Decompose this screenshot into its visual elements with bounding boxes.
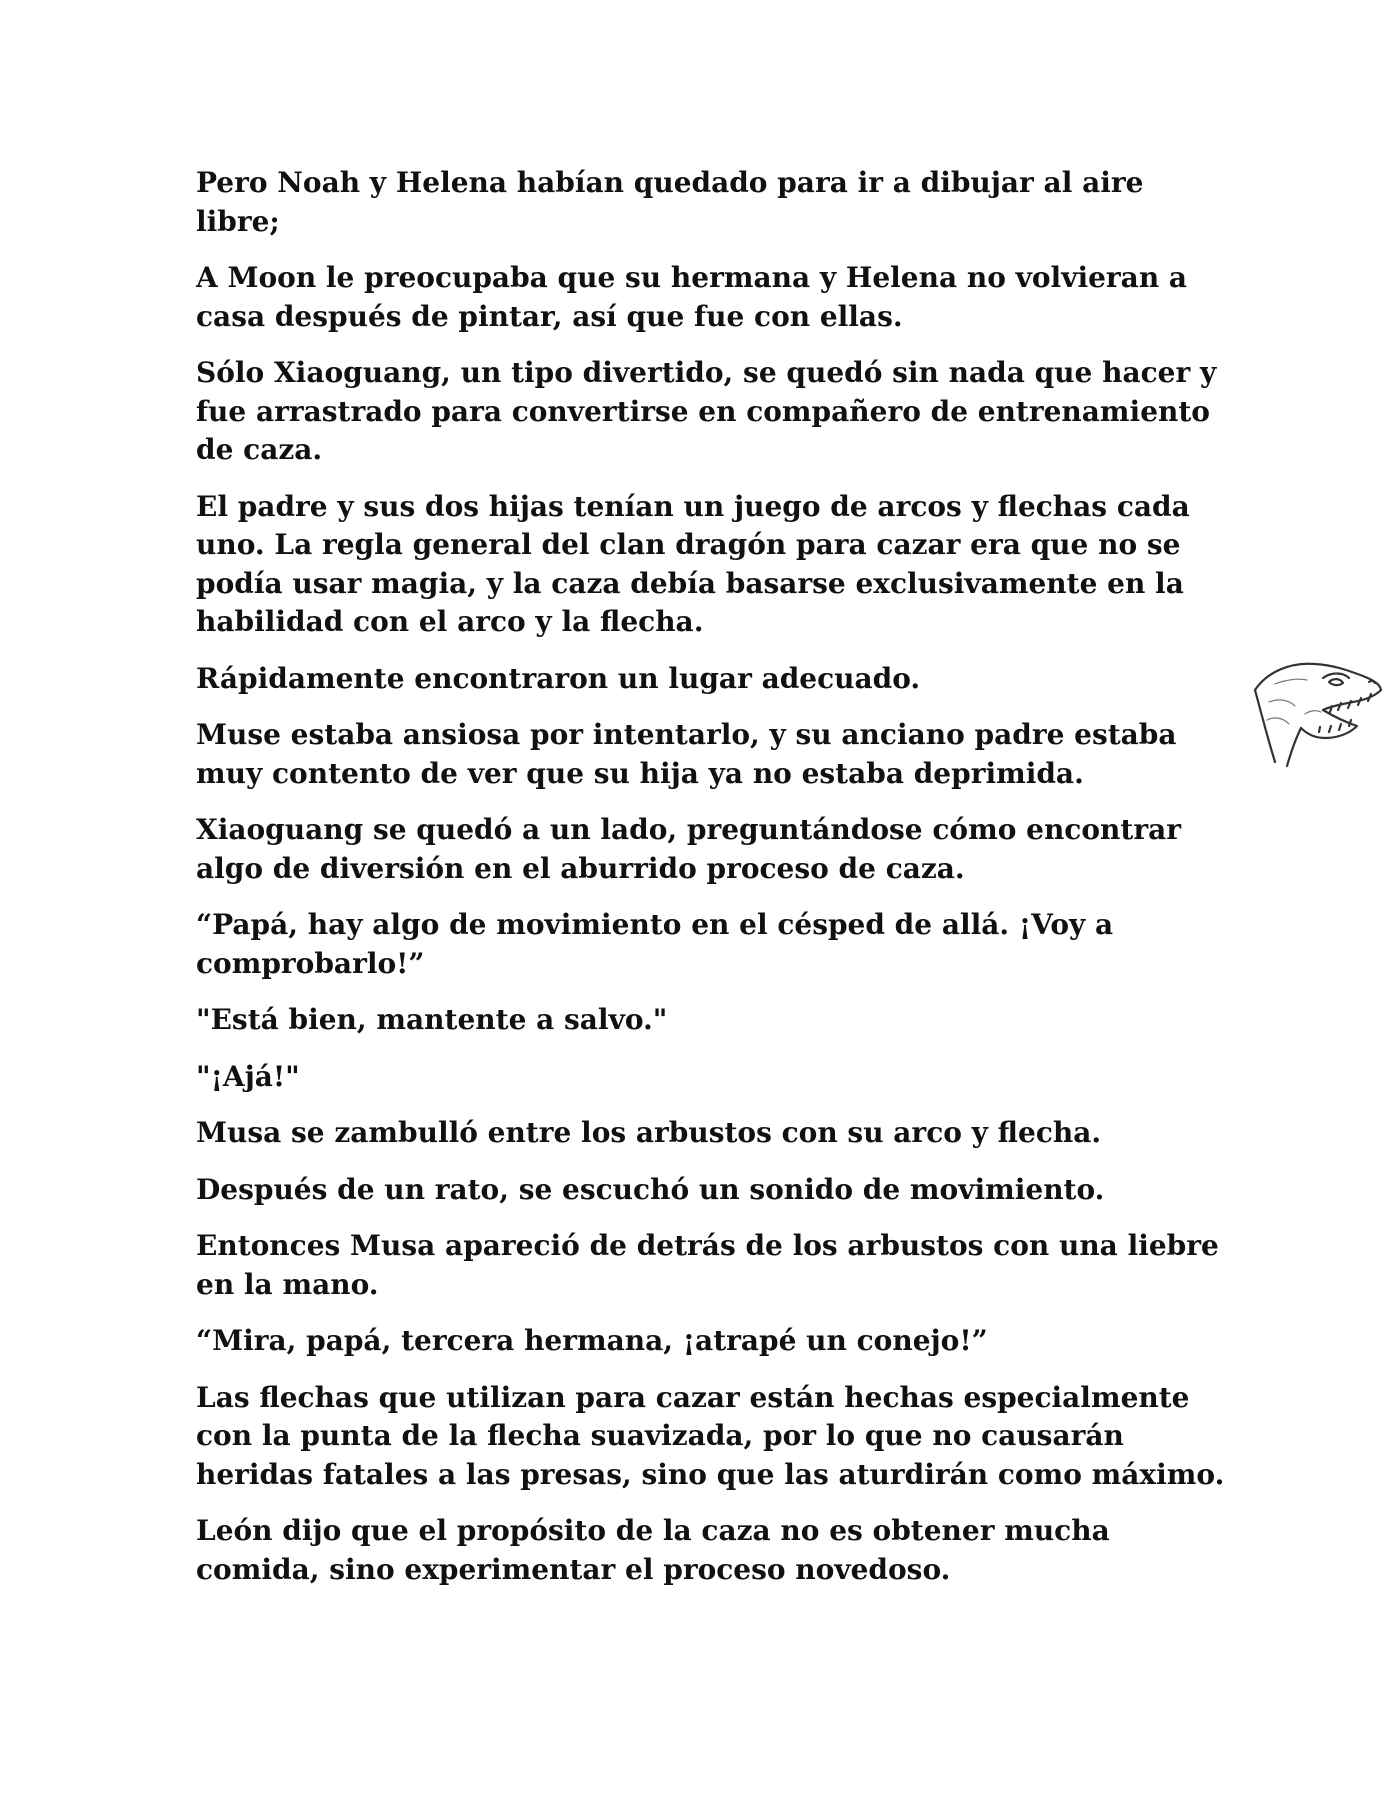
paragraph: Las flechas que utilizan para cazar están hechas especialmente con la punta de la flecha suavizada, por lo que no causarán heridas fatales a las presas, sino que las aturdirán como máximo. [196,1380,1225,1491]
paragraph: El padre y sus dos hijas tenían un juego de arcos y flechas cada uno. La regla general del clan dragón para cazar era que no se podía usar magia, y la caza debía basarse exclusivamente en la habilidad con el arco y la flecha. [196,489,1190,638]
paragraph: “Mira, papá, tercera hermana, ¡atrapé un conejo!” [196,1324,988,1357]
paragraph: Pero Noah y Helena habían quedado para ir a dibujar al aire libre; [196,166,1144,238]
paragraph: León dijo que el propósito de la caza no es obtener mucha comida, sino experimentar el proceso novedoso. [196,1514,1110,1586]
paragraph: Sólo Xiaoguang, un tipo divertido, se quedó sin nada que hacer y fue arrastrado para convertirse en compañero de entrenamiento de caza. [196,356,1217,466]
paragraph: Después de un rato, se escuchó un sonido de movimiento. [196,1172,1105,1206]
paragraph: "¡Ajá!" [196,1059,300,1093]
dinosaur-head-sketch-icon [1245,650,1385,775]
paragraph: "Está bien, mantente a salvo." [196,1003,668,1036]
paragraph: Musa se zambulló entre los arbustos con su arco y flecha. [196,1116,1102,1149]
paragraph: Muse estaba ansiosa por intentarlo, y su anciano padre estaba muy contento de ver que su hija ya no estaba deprimida. [196,718,1177,790]
paragraph: Entonces Musa apareció de detrás de los arbustos con una liebre en la mano. [196,1229,1219,1301]
paragraph: A Moon le preocupaba que su hermana y Helena no volvieran a casa después de pintar, así que fue con ellas. [196,261,1188,333]
paragraph: Rápidamente encontraron un lugar adecuado. [196,661,921,695]
body-text [196,164,1236,1607]
paragraph: “Papá, hay algo de movimiento en el césped de allá. ¡Voy a comprobarlo!” [196,908,1114,980]
paragraph: Xiaoguang se quedó a un lado, preguntándose cómo encontrar algo de diversión en el aburrido proceso de caza. [196,813,1181,885]
